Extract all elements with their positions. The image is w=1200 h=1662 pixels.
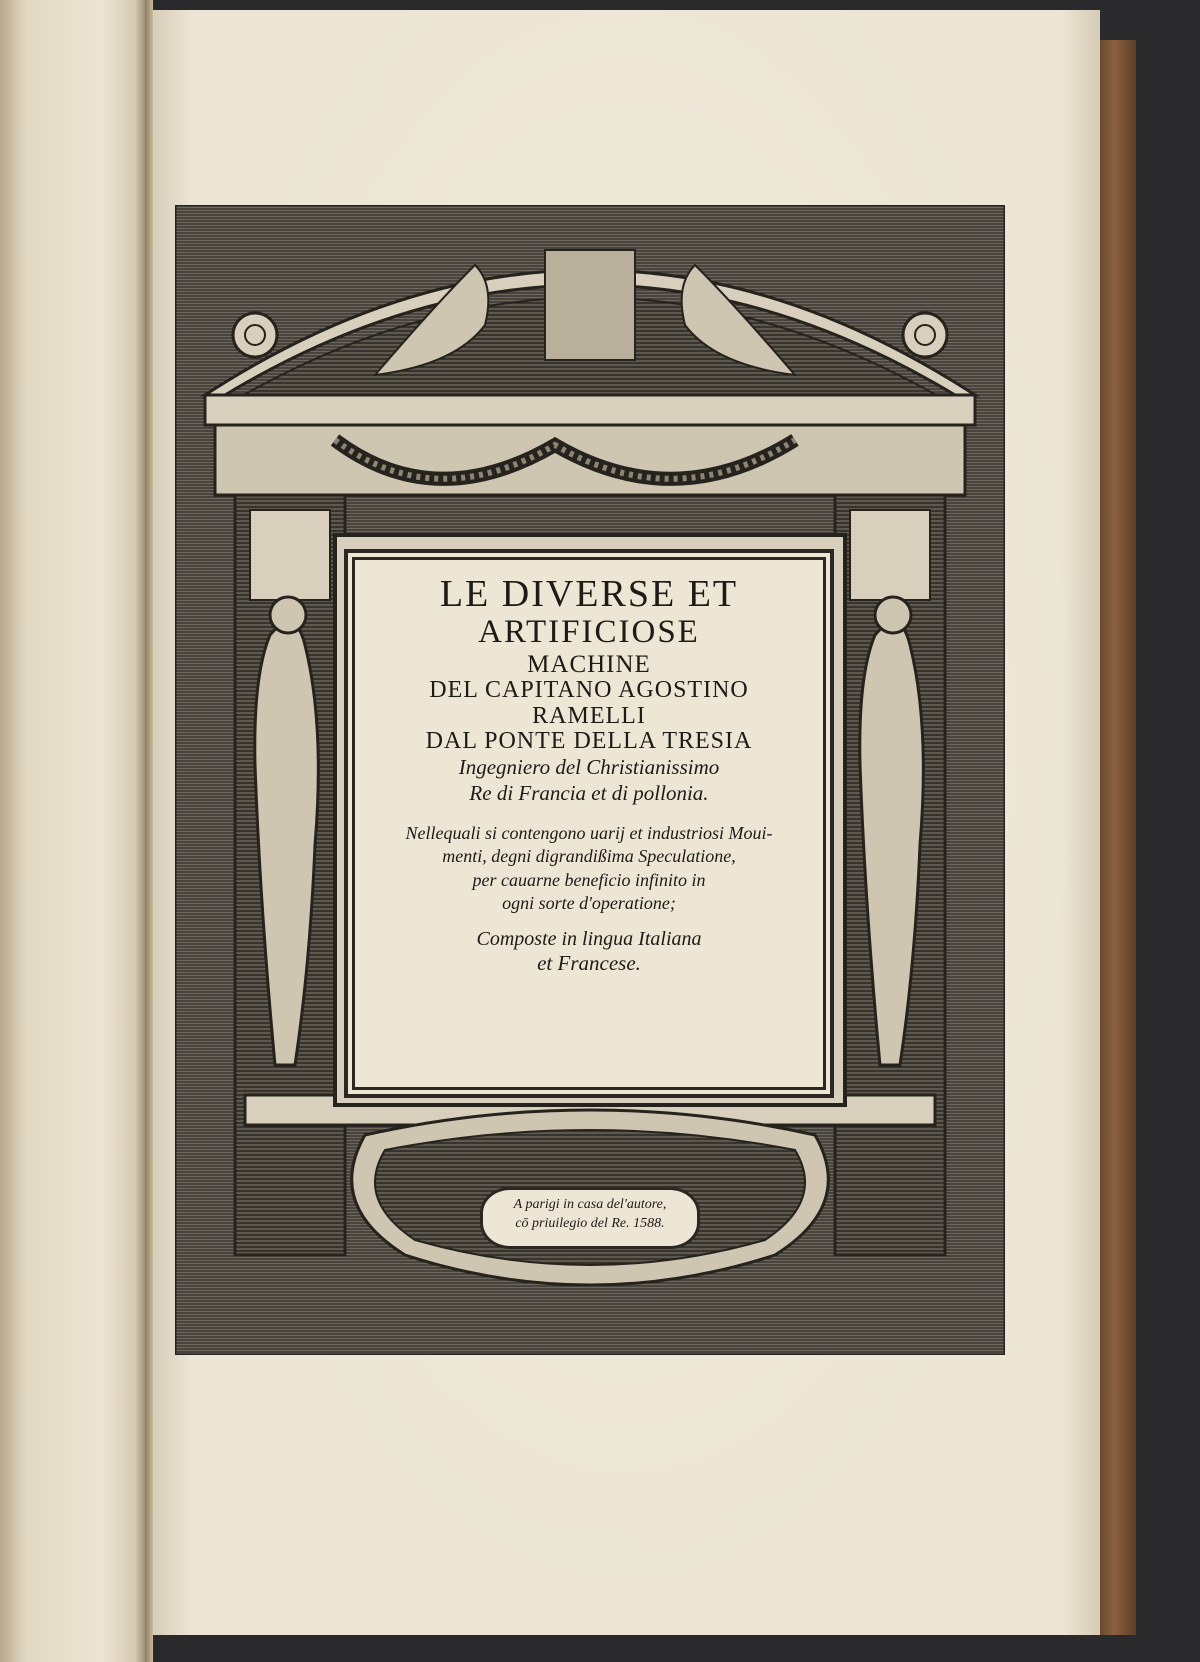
book-gutter: [145, 0, 153, 1662]
title-line-2: ARTIFICIOSE: [478, 614, 700, 651]
description-line: menti, degni digrandißima Speculatione,: [442, 846, 736, 867]
description-line: ogni sorte d'operatione;: [502, 892, 676, 913]
imprint-cartouche: [480, 1187, 700, 1249]
imprint-line-2: cō priuilegio del Re. 1588.: [515, 1215, 665, 1231]
imprint-line-1: A parigi in casa del'autore,: [513, 1197, 667, 1212]
left-page: [0, 0, 145, 1662]
description-line: per cauarne beneficio infinito in: [472, 869, 706, 890]
author-line-2: RAMELLI: [532, 702, 646, 729]
author-title-1: Ingegniero del Christianissimo: [458, 755, 720, 780]
title-panel: [352, 557, 826, 1090]
author-origin: DAL PONTE DELLA TRESIA: [425, 728, 753, 755]
languages-line-1: Composte in lingua Italiana: [476, 928, 702, 951]
title-line-1: LE DIVERSE ET: [439, 573, 739, 615]
title-line-3: MACHINE: [527, 650, 651, 678]
languages-line-2: et Francese.: [537, 951, 641, 976]
author-line-1: DEL CAPITANO AGOSTINO: [429, 676, 749, 703]
author-title-2: Re di Francia et di pollonia.: [469, 780, 709, 805]
book-binding-edge: [1100, 40, 1136, 1635]
description-line: Nellequali si contengono uarij et industriosi Moui-: [405, 822, 773, 843]
